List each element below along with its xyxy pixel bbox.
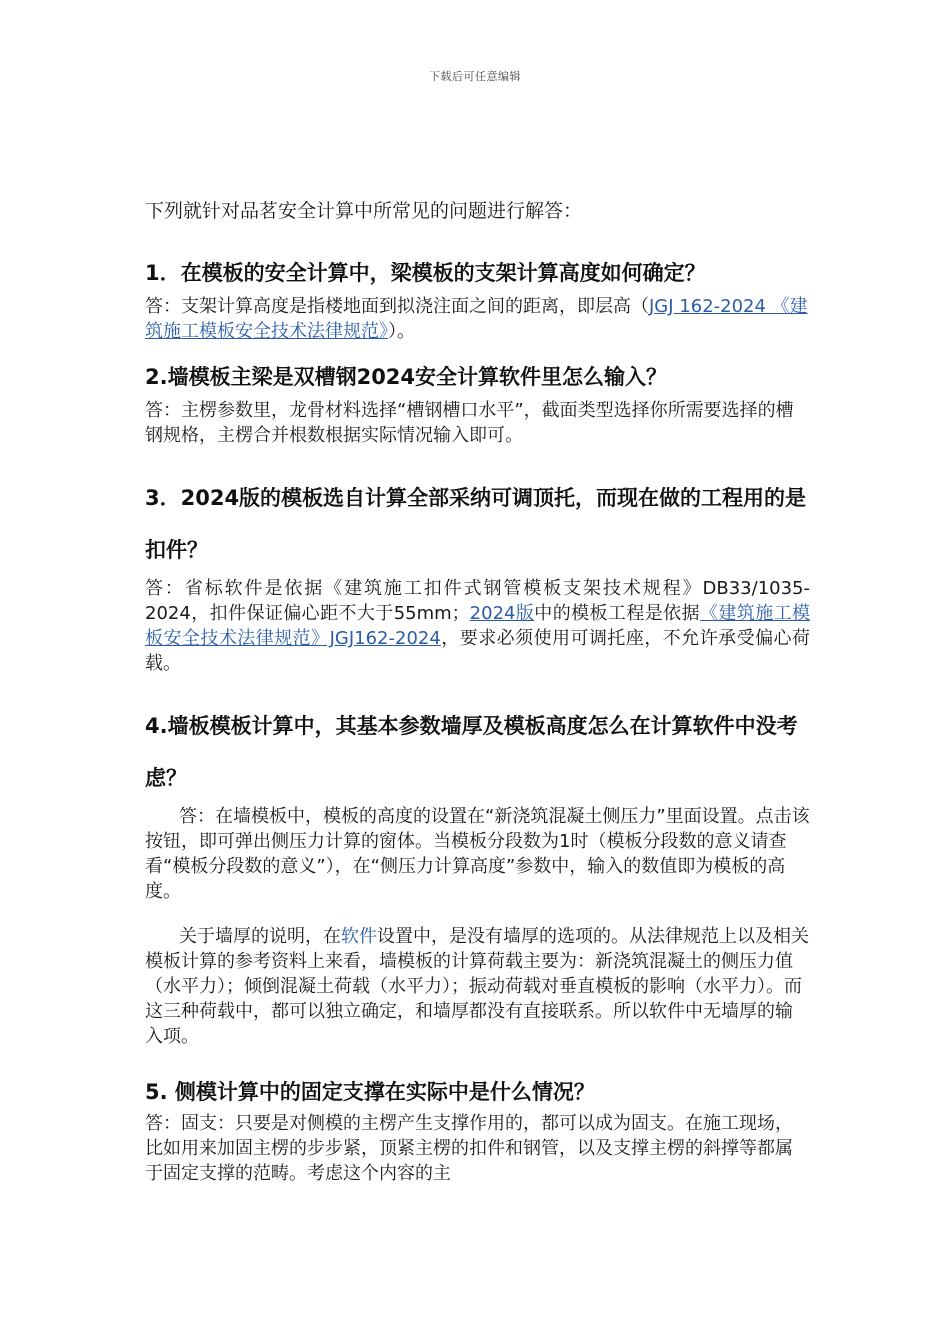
answer-1-text: 答：支架计算高度是指楼地面到拟浇注面之间的距离，即层高（: [145, 296, 649, 317]
answer-5: 答：固支：只要是对侧模的主楞产生支撑作用的，都可以成为固支。在施工现场，比如用来加固主楞的步步紧，顶紧主楞的扣件和钢管，以及支撑主楞的斜撑等都属于固定支撑的范畴。考虑这个内容的主: [145, 1113, 793, 1184]
question-5-heading: 5. 侧模计算中的固定支撑在实际中是什么情况？: [145, 1080, 595, 1104]
answer-3-mid: 中的模板工程是依据: [534, 603, 700, 624]
answer-3: [145, 576, 810, 676]
answer-3-tail: ，要求必须使用可调托座，不允许承受偏心荷载。: [145, 628, 811, 674]
software-link[interactable]: 软件: [341, 926, 377, 947]
document-body: [145, 198, 810, 1186]
question-2-heading: 2.墙模板主梁是双槽钢2024安全计算软件里怎么输入？: [145, 365, 668, 389]
header-note: 下载后可任意编辑: [429, 70, 521, 83]
safety-code-link[interactable]: 《建筑施工模板安全技术法律规范》JGJ162-2024: [145, 603, 811, 649]
answer-4-para-2-tail: 设置中，是没有墙厚的选项的。从法律规范上以及相关模板计算的参考资料上来看，墙模板的计算荷载主要为：新浇筑混凝土的侧压力值（水平力）；倾倒混凝土荷载（水平力）；振动荷载对垂直模板的影响（水平力）。而这三种荷载中，都可以独立确定，和墙厚都没有直接联系。所以软件中无墙厚的输入项。: [145, 926, 809, 1047]
answer-1-tail: ）。: [388, 321, 415, 342]
answer-4-para-2: [145, 924, 810, 1049]
jgj-standard-link[interactable]: JGJ 162-2024 《建筑施工模板安全技术法律规范》: [145, 296, 808, 342]
question-3-heading: 3．2024版的模板选自计算全部采纳可调顶托，而现在做的工程用的是扣件？: [145, 486, 807, 562]
answer-3-text: 答：省标软件是依据《建筑施工扣件式钢管模板支架技术规程》DB33/1035-2024，扣件保证偏心距不大于55mm；: [145, 578, 810, 624]
question-4-heading: 4.墙板模板计算中，其基本参数墙厚及模板高度怎么在计算软件中没考虑？: [145, 714, 798, 790]
answer-2: 答：主楞参数里，龙骨材料选择“槽钢槽口水平”，截面类型选择你所需要选择的槽钢规格，主楞合并根数根据实际情况输入即可。: [145, 400, 794, 446]
intro-paragraph: 下列就针对品茗安全计算中所常见的问题进行解答：: [145, 200, 583, 222]
version-2024-link[interactable]: 2024版: [469, 603, 535, 624]
answer-4-para-2-text: 关于墙厚的说明，在: [179, 926, 341, 947]
answer-4-para-1: 答：在墙模板中，模板的高度的设置在“新浇筑混凝土侧压力”里面设置。点击该按钮，即可弹出侧压力计算的窗体。当模板分段数为1时（模板分段数的意义请查看“模板分段数的意义”），在“侧压力计算高度”参数中，输入的数值即为模板的高度。: [145, 806, 810, 902]
answer-1: [145, 294, 810, 344]
question-1-heading: 1．在模板的安全计算中，梁模板的支架计算高度如何确定？: [145, 261, 706, 285]
